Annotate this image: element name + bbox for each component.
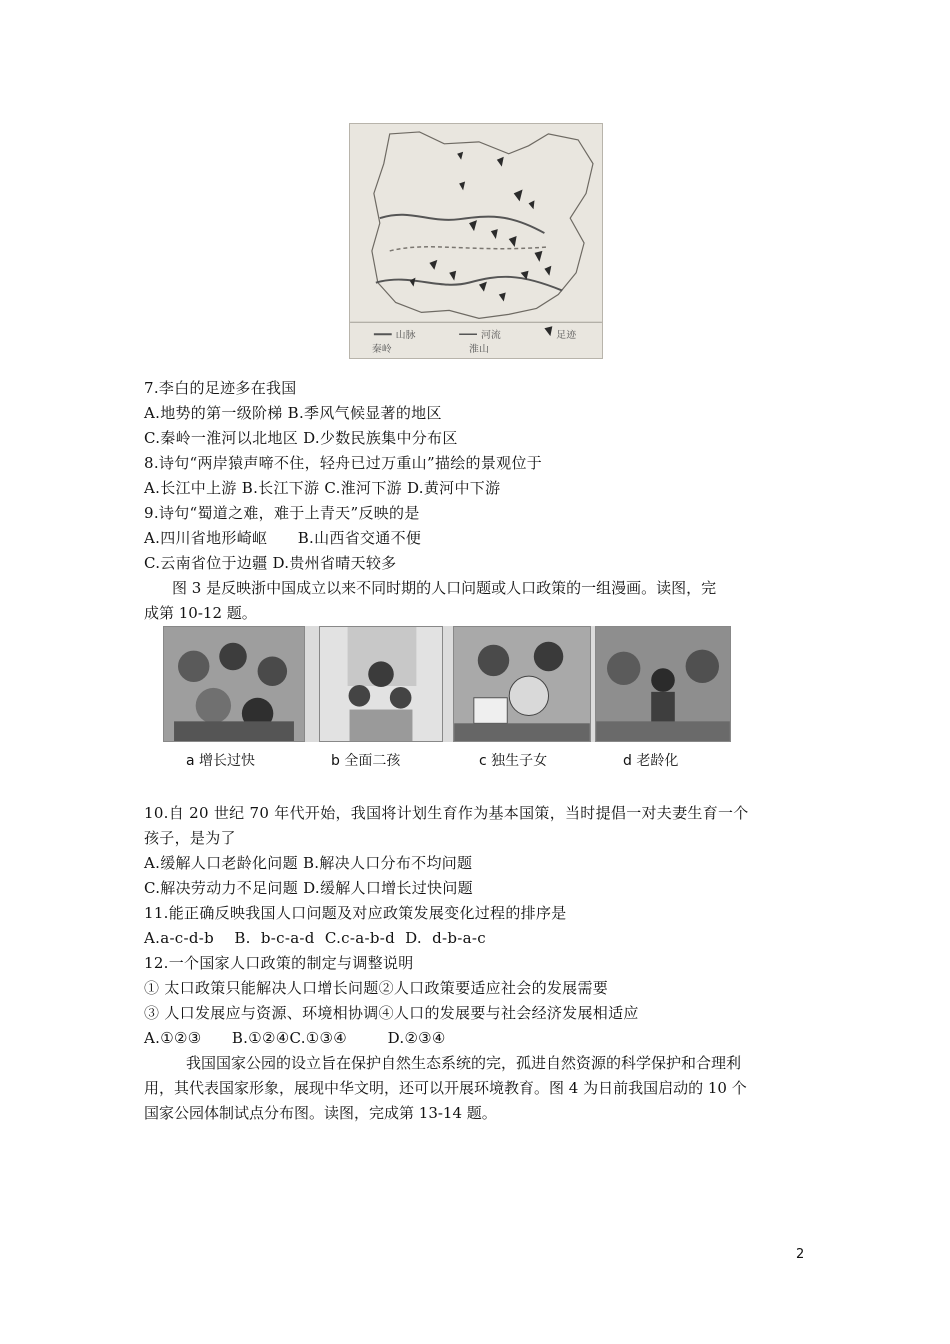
legend-mountain-label: 山脉	[395, 330, 416, 342]
population-cartoon-strip	[163, 626, 731, 742]
question-9-options-cd: C.云南省位于边疆 D.贵州省晴天较多	[144, 554, 397, 572]
question-12-options: A.①②③ B.①②④C.①③④ D.②③④	[144, 1029, 446, 1047]
yellow-river-line	[380, 215, 545, 233]
question-12-statements-1-2: ① 太口政策只能解决人口增长问题②人口政策要适应社会的发展需要	[144, 979, 609, 997]
question-10-options-cd: C.解决劳动力不足问题 D.缓解人口增长过快问题	[144, 879, 473, 897]
question-10-options-ab: A.缓解人口老龄化问题 B.解决人口分布不均问题	[144, 854, 473, 872]
page-number: 2	[796, 1247, 805, 1262]
question-7-options-cd: C.秦岭一淮河以北地区 D.少数民族集中分布区	[144, 429, 458, 447]
question-7-options-ab: A.地势的第一级阶梯 B.季风气候显著的地区	[144, 404, 442, 422]
question-9-options-ab: A.四川省地形崎岖 B.山西省交通不便	[144, 529, 422, 547]
legend-footprint-label: 足迹	[556, 330, 577, 342]
cartoon-caption-c: c 独生子女	[479, 753, 548, 769]
question-8-options: A.长江中上游 B.长江下游 C.淮河下游 D.黄河中下游	[144, 479, 501, 497]
cartoon-caption-b: b 全面二孩	[331, 753, 401, 769]
question-9-stem: 9.诗句“蜀道之难，难于上青天”反映的是	[144, 504, 420, 522]
question-11-options: A.a-c-d-b B. b-c-a-d C.c-a-b-d D. d-b-a-c	[144, 929, 486, 947]
question-10-stem-line-2: 孩子，是为了	[144, 829, 236, 847]
question-12-statements-3-4: ③ 人口发展应与资源、环境相协调④人口的发展要与社会经济发展相适应	[144, 1004, 639, 1022]
cartoon-panel-a	[163, 626, 305, 742]
yangtze-river-line	[376, 277, 562, 291]
qinling-line	[390, 247, 549, 251]
question-7-stem: 7.李白的足迹多在我国	[144, 379, 297, 397]
cartoon-panel-b	[319, 626, 443, 742]
figure-4-intro-line-2: 用，其代表国家形象，展现中华文明，还可以开展环境教育。图 4 为日前我国启动的 10 个	[144, 1079, 747, 1097]
figure-4-intro-line-1: 我国国家公园的设立旨在保护自然生态系统的完，孤进自然资源的科学保护和合理利	[186, 1054, 742, 1072]
question-8-stem: 8.诗句“两岸猿声啼不住，轻舟已过万重山”描绘的景观位于	[144, 454, 543, 472]
cartoon-caption-d: d 老龄化	[623, 753, 679, 769]
question-12-stem: 12.一个国家人口政策的制定与调整说明	[144, 954, 414, 972]
legend-footprint-symbol	[544, 326, 552, 336]
cartoon-panel-d	[595, 626, 731, 742]
legend-qinling-label: 秦岭	[371, 344, 392, 356]
question-11-stem: 11.能正确反映我国人口问题及对应政策发展变化过程的排序是	[144, 904, 567, 922]
figure-4-intro-line-3: 国家公园体制试点分布图。读图，完成第 13-14 题。	[144, 1104, 497, 1122]
question-10-stem-line-1: 10.自 20 世纪 70 年代开始，我国将计划生育作为基本国策，当时提倡一对夫妻生育一个	[144, 804, 749, 822]
cartoon-panel-c	[453, 626, 591, 742]
map-drawing	[350, 124, 602, 358]
legend-river-label: 河流	[480, 330, 501, 342]
figure-3-intro-line-2: 成第 10-12 题。	[144, 604, 257, 622]
legend-huaishan-label: 淮山	[469, 344, 489, 356]
figure-3-intro-line-1: 图 3 是反映浙中国成立以来不同时期的人口问题或人口政策的一组漫画。读图，完	[172, 579, 717, 597]
map-figure-li-bai-footprints	[349, 123, 603, 359]
cartoon-caption-a: a 增长过快	[186, 753, 256, 769]
